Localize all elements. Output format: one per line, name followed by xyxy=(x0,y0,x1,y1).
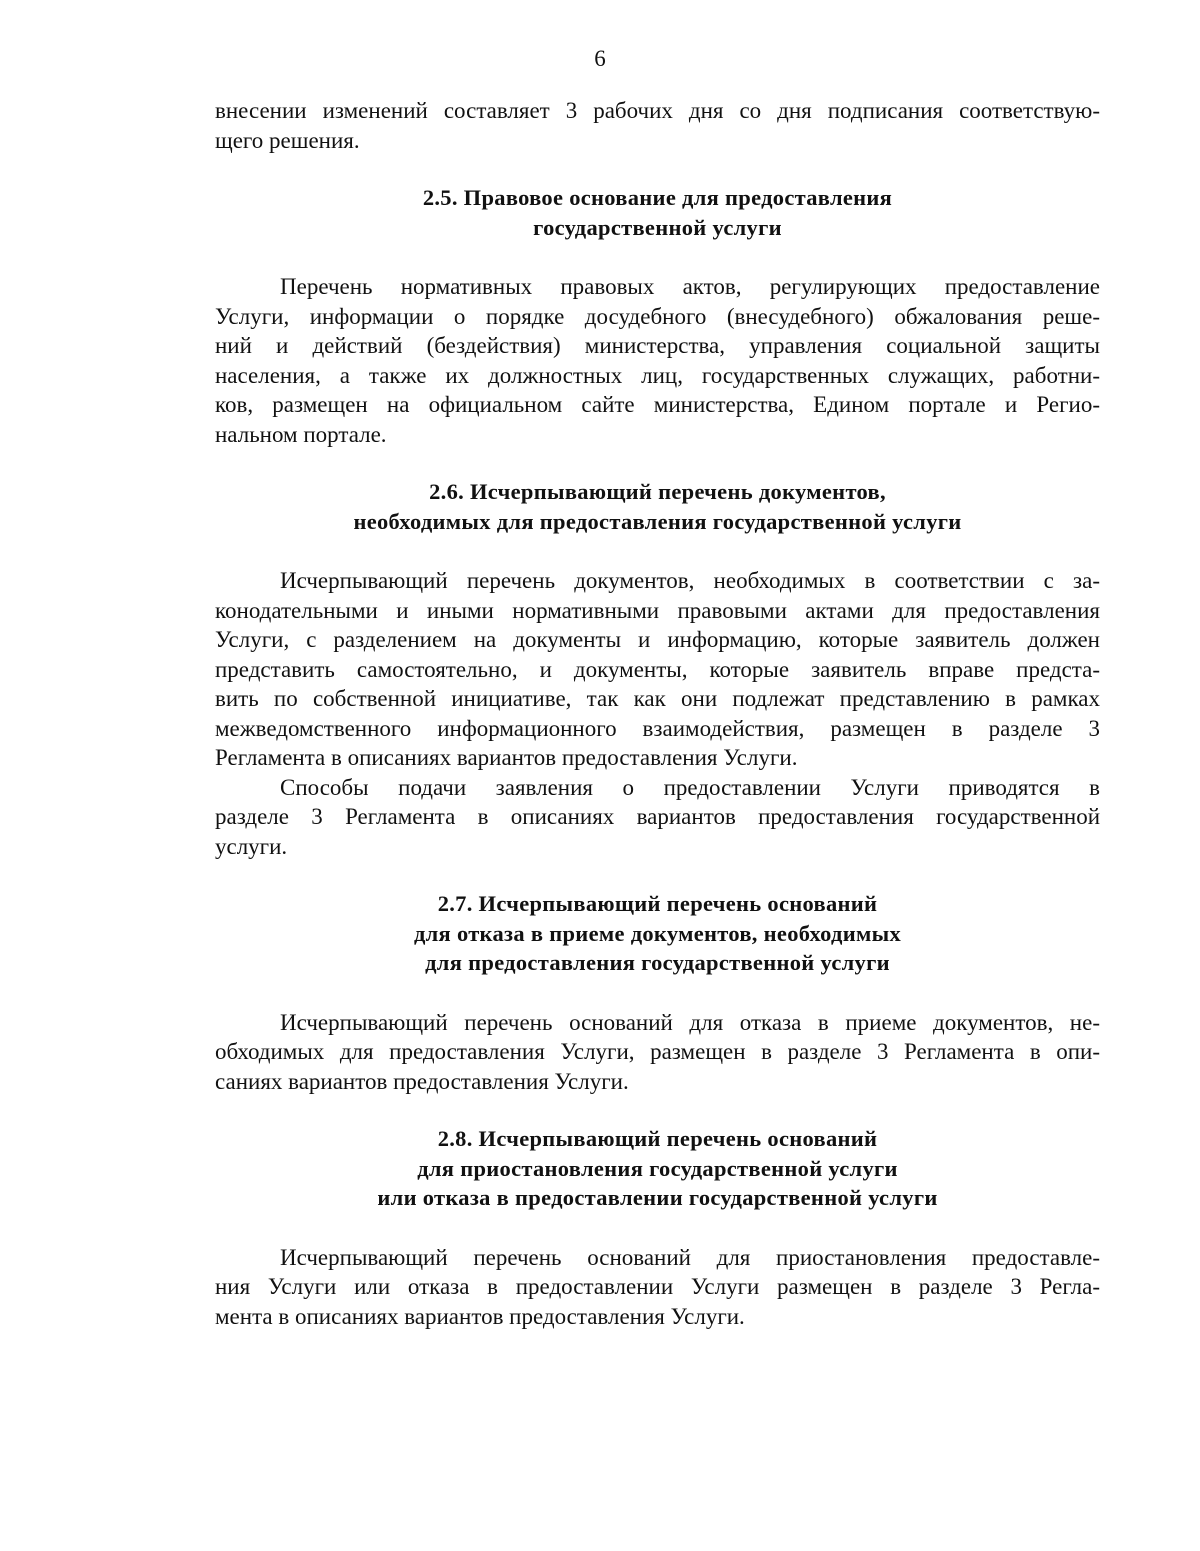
text-line: ков, размещен на официальном сайте министерства, Едином портале и Регио- xyxy=(215,392,1100,417)
text-line: Исчерпывающий перечень документов, необходимых в соответствии с за- xyxy=(280,568,1100,593)
heading-line: для предоставления государственной услуги xyxy=(425,950,890,975)
heading-line: государственной услуги xyxy=(533,214,782,240)
section-2-8-paragraph xyxy=(215,1243,1100,1332)
heading-line: для приостановления государственной услуги xyxy=(417,1155,898,1181)
text-line: нальном портале. xyxy=(215,421,387,447)
text-line: внесении изменений составляет 3 рабочих дня со дня подписания соответствую- xyxy=(215,98,1100,123)
text-line: Услуги, с разделением на документы и информацию, которые заявитель должен xyxy=(215,627,1100,652)
text-line: Исчерпывающий перечень оснований для отказа в приеме документов, не- xyxy=(280,1009,1100,1035)
section-2-6-paragraph xyxy=(215,566,1100,773)
section-2-6-paragraph-2 xyxy=(215,773,1100,862)
text-line: конодательными и иными нормативными правовыми актами для предоставления xyxy=(215,597,1100,623)
document-body xyxy=(215,96,1100,1331)
heading-line: 2.8. Исчерпывающий перечень оснований xyxy=(437,1126,878,1151)
text-line: межведомственного информационного взаимодействия, размещен в разделе 3 xyxy=(215,715,1100,741)
heading-line: для отказа в приеме документов, необходимых xyxy=(413,920,902,946)
text-line: Услуги, информации о порядке досудебного (внесудебного) обжалования реше- xyxy=(215,303,1100,329)
text-line: щего решения. xyxy=(215,127,360,153)
text-line: обходимых для предоставления Услуги, размещен в разделе 3 Регламента в опи- xyxy=(215,1039,1100,1064)
text-line: саниях вариантов предоставления Услуги. xyxy=(215,1068,629,1094)
text-line: ний и действий (бездействия) министерства, управления социальной защиты xyxy=(215,333,1100,358)
text-line: представить самостоятельно, и документы, которые заявитель вправе предста- xyxy=(215,656,1100,682)
text-line: населения, а также их должностных лиц, государственных служащих, работни- xyxy=(215,362,1100,388)
heading-line: 2.7. Исчерпывающий перечень оснований xyxy=(437,891,878,916)
text-line: Исчерпывающий перечень оснований для приостановления предоставле- xyxy=(280,1244,1100,1270)
text-line: Перечень нормативных правовых актов, регулирующих предоставление xyxy=(280,274,1100,299)
text-line: услуги. xyxy=(215,833,288,859)
section-heading-2-6 xyxy=(215,477,1100,536)
section-heading-2-7 xyxy=(215,889,1100,978)
text-line: мента в описаниях вариантов предоставления Услуги. xyxy=(215,1303,745,1329)
heading-line: 2.6. Исчерпывающий перечень документов, xyxy=(429,479,886,504)
heading-line: или отказа в предоставлении государственной услуги xyxy=(377,1185,938,1210)
text-line: Регламента в описаниях вариантов предоставления Услуги. xyxy=(215,745,798,770)
intro-paragraph xyxy=(215,96,1100,155)
section-2-7-paragraph xyxy=(215,1008,1100,1097)
text-line: Способы подачи заявления о предоставлении Услуги приводятся в xyxy=(280,774,1100,800)
section-2-5-paragraph xyxy=(215,272,1100,449)
page-number: 6 xyxy=(594,46,606,71)
section-heading-2-8 xyxy=(215,1124,1100,1213)
heading-line: 2.5. Правовое основание для предоставления xyxy=(422,185,893,210)
section-heading-2-5 xyxy=(215,183,1100,242)
text-line: ния Услуги или отказа в предоставлении Услуги размещен в разделе 3 Регла- xyxy=(215,1274,1100,1299)
text-line: разделе 3 Регламента в описаниях вариантов предоставления государственной xyxy=(215,804,1100,829)
text-line: вить по собственной инициативе, так как они подлежат представлению в рамках xyxy=(215,686,1100,711)
heading-line: необходимых для предоставления государственной услуги xyxy=(353,508,962,534)
